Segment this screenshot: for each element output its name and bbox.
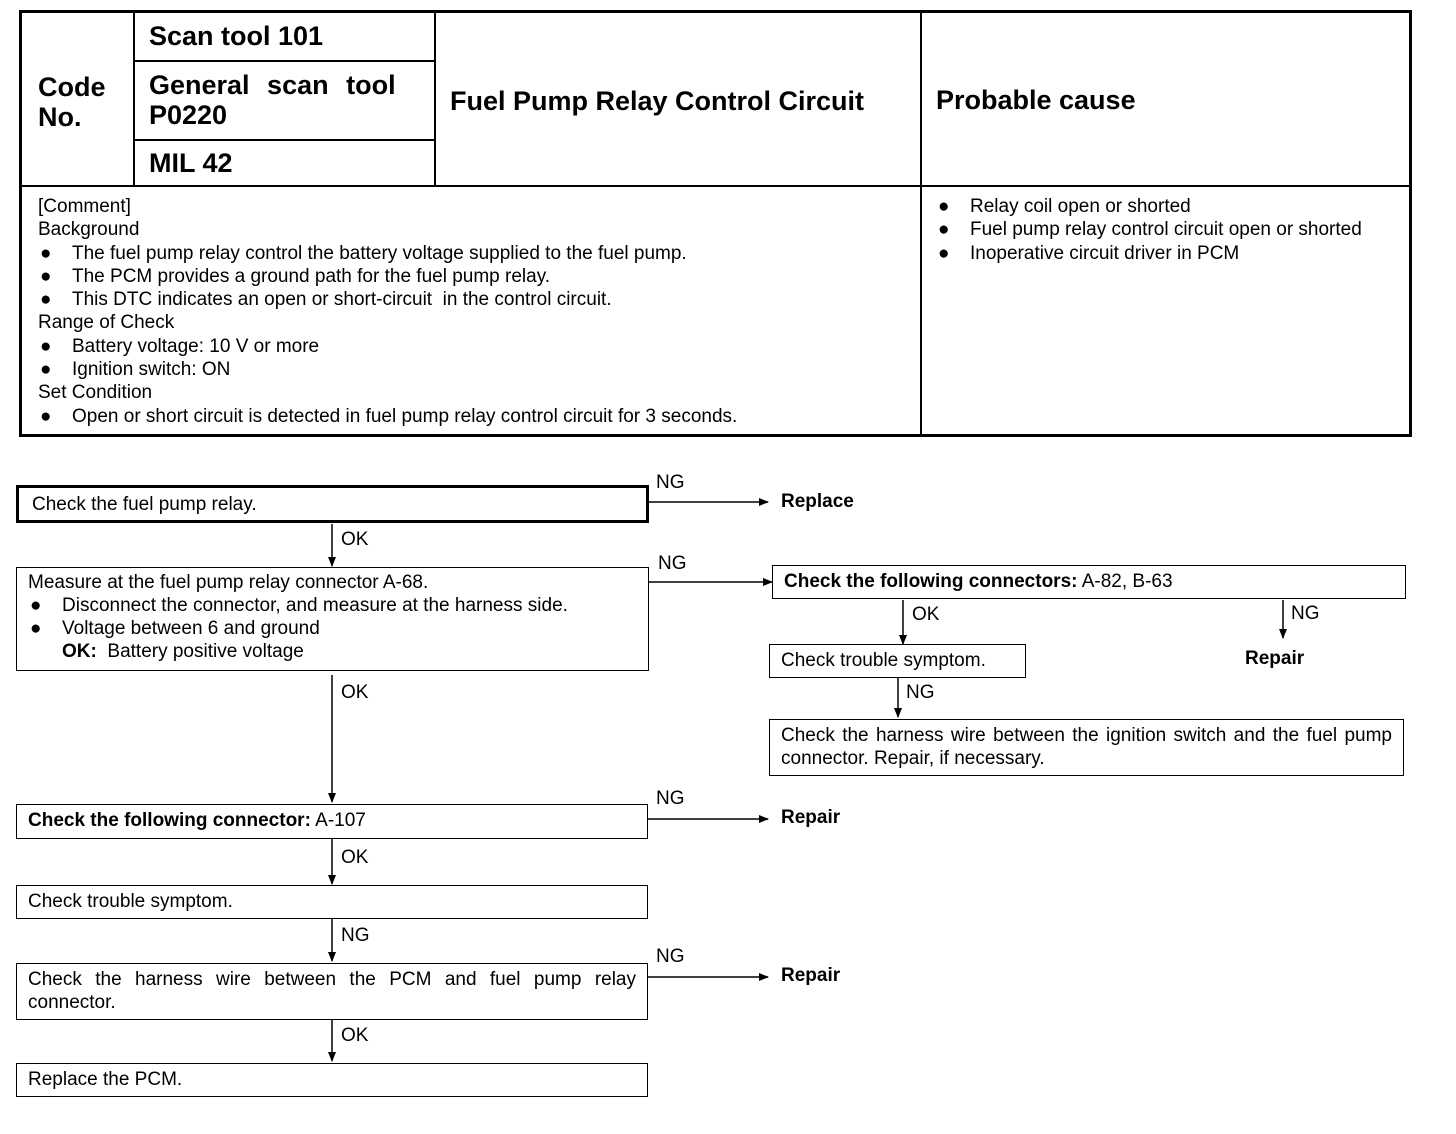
mil-code: MIL 42	[149, 148, 233, 178]
step-check-ignition-harness: Check the harness wire between the ignition switch and the fuel pump connector. Repair, if necessary.	[769, 719, 1404, 776]
ng-label: NG	[656, 788, 685, 809]
scan-tool-code: Scan tool 101	[149, 21, 324, 51]
comment-bullet: ● Battery voltage: 10 V or more	[40, 335, 320, 357]
bullet-icon: ●	[40, 359, 52, 381]
ng-label: NG	[906, 682, 935, 703]
ok-label: OK	[341, 529, 369, 550]
bullet-icon: ●	[938, 196, 950, 217]
dtc-title: Fuel Pump Relay Control Circuit	[450, 86, 865, 116]
comment-heading: [Comment]	[38, 196, 131, 217]
comment-bullet: ● The PCM provides a ground path for the fuel pump relay.	[40, 265, 551, 287]
general-scan-tool-label: General scan tool	[149, 70, 396, 100]
bullet-icon: ●	[40, 405, 52, 427]
ok-criteria-value: Battery positive voltage	[107, 641, 304, 662]
result-repair: Repair	[1245, 648, 1305, 669]
result-replace: Replace	[781, 491, 854, 512]
bullet-icon: ●	[40, 265, 52, 287]
step-replace-pcm: Replace the PCM.	[16, 1063, 648, 1097]
section-title: Range of Check	[38, 312, 175, 334]
bullet-icon: ●	[938, 219, 950, 241]
comment-bullet: ● Open or short circuit is detected in fuel pump relay control circuit for 3 seconds.	[40, 405, 738, 427]
result-repair: Repair	[781, 807, 841, 828]
comment-bullet: ● Ignition switch: ON	[40, 359, 231, 381]
bullet-icon: ●	[40, 289, 52, 311]
bullet-icon: ●	[40, 242, 52, 264]
probable-cause-item: ● Fuel pump relay control circuit open or shorted	[938, 219, 1362, 241]
bullet-icon: ●	[30, 618, 42, 639]
probable-cause-title: Probable cause	[936, 85, 1136, 115]
ng-label: NG	[1291, 603, 1320, 624]
probable-cause-item: ● Relay coil open or shorted	[938, 196, 1191, 217]
code-no-label: Code No.	[38, 72, 106, 132]
ok-label: OK	[341, 1025, 369, 1046]
step-check-trouble-symptom: Check trouble symptom.	[16, 885, 648, 919]
ng-label: NG	[341, 925, 370, 946]
ok-criteria-label: OK:	[62, 641, 97, 662]
ng-label: NG	[656, 472, 685, 493]
step-measure-connector: Measure at the fuel pump relay connector A-68. ● Disconnect the connector, and measure at the harness side. ● Voltage between 6 and ground OK: Battery positive voltage	[16, 567, 649, 671]
section-title: Set Condition	[38, 382, 153, 404]
section-title: Background	[38, 219, 140, 241]
bullet-icon: ●	[30, 595, 42, 616]
step-check-connectors-a82-b63: Check the following connectors: A-82, B-63	[772, 565, 1406, 599]
probable-cause-item: ● Inoperative circuit driver in PCM	[938, 242, 1240, 264]
comment-bullet: ● The fuel pump relay control the battery voltage supplied to the fuel pump.	[40, 242, 687, 264]
general-scan-tool-code: P0220	[149, 100, 228, 130]
ok-label: OK	[912, 604, 940, 625]
ng-label: NG	[658, 553, 687, 574]
ok-label: OK	[341, 682, 369, 703]
result-repair: Repair	[781, 965, 841, 986]
step-branch-trouble-symptom: Check trouble symptom.	[769, 644, 1026, 678]
ok-label: OK	[341, 847, 369, 868]
ng-label: NG	[656, 946, 685, 967]
comment-bullet: ● This DTC indicates an open or short-circuit in the control circuit.	[40, 289, 612, 311]
bullet-icon: ●	[938, 242, 950, 264]
step-check-connector-a107: Check the following connector: A-107	[16, 804, 648, 839]
bullet-icon: ●	[40, 335, 52, 357]
step-check-pcm-harness: Check the harness wire between the PCM and fuel pump relay connector.	[16, 963, 648, 1020]
step-check-relay: Check the fuel pump relay.	[16, 485, 649, 523]
